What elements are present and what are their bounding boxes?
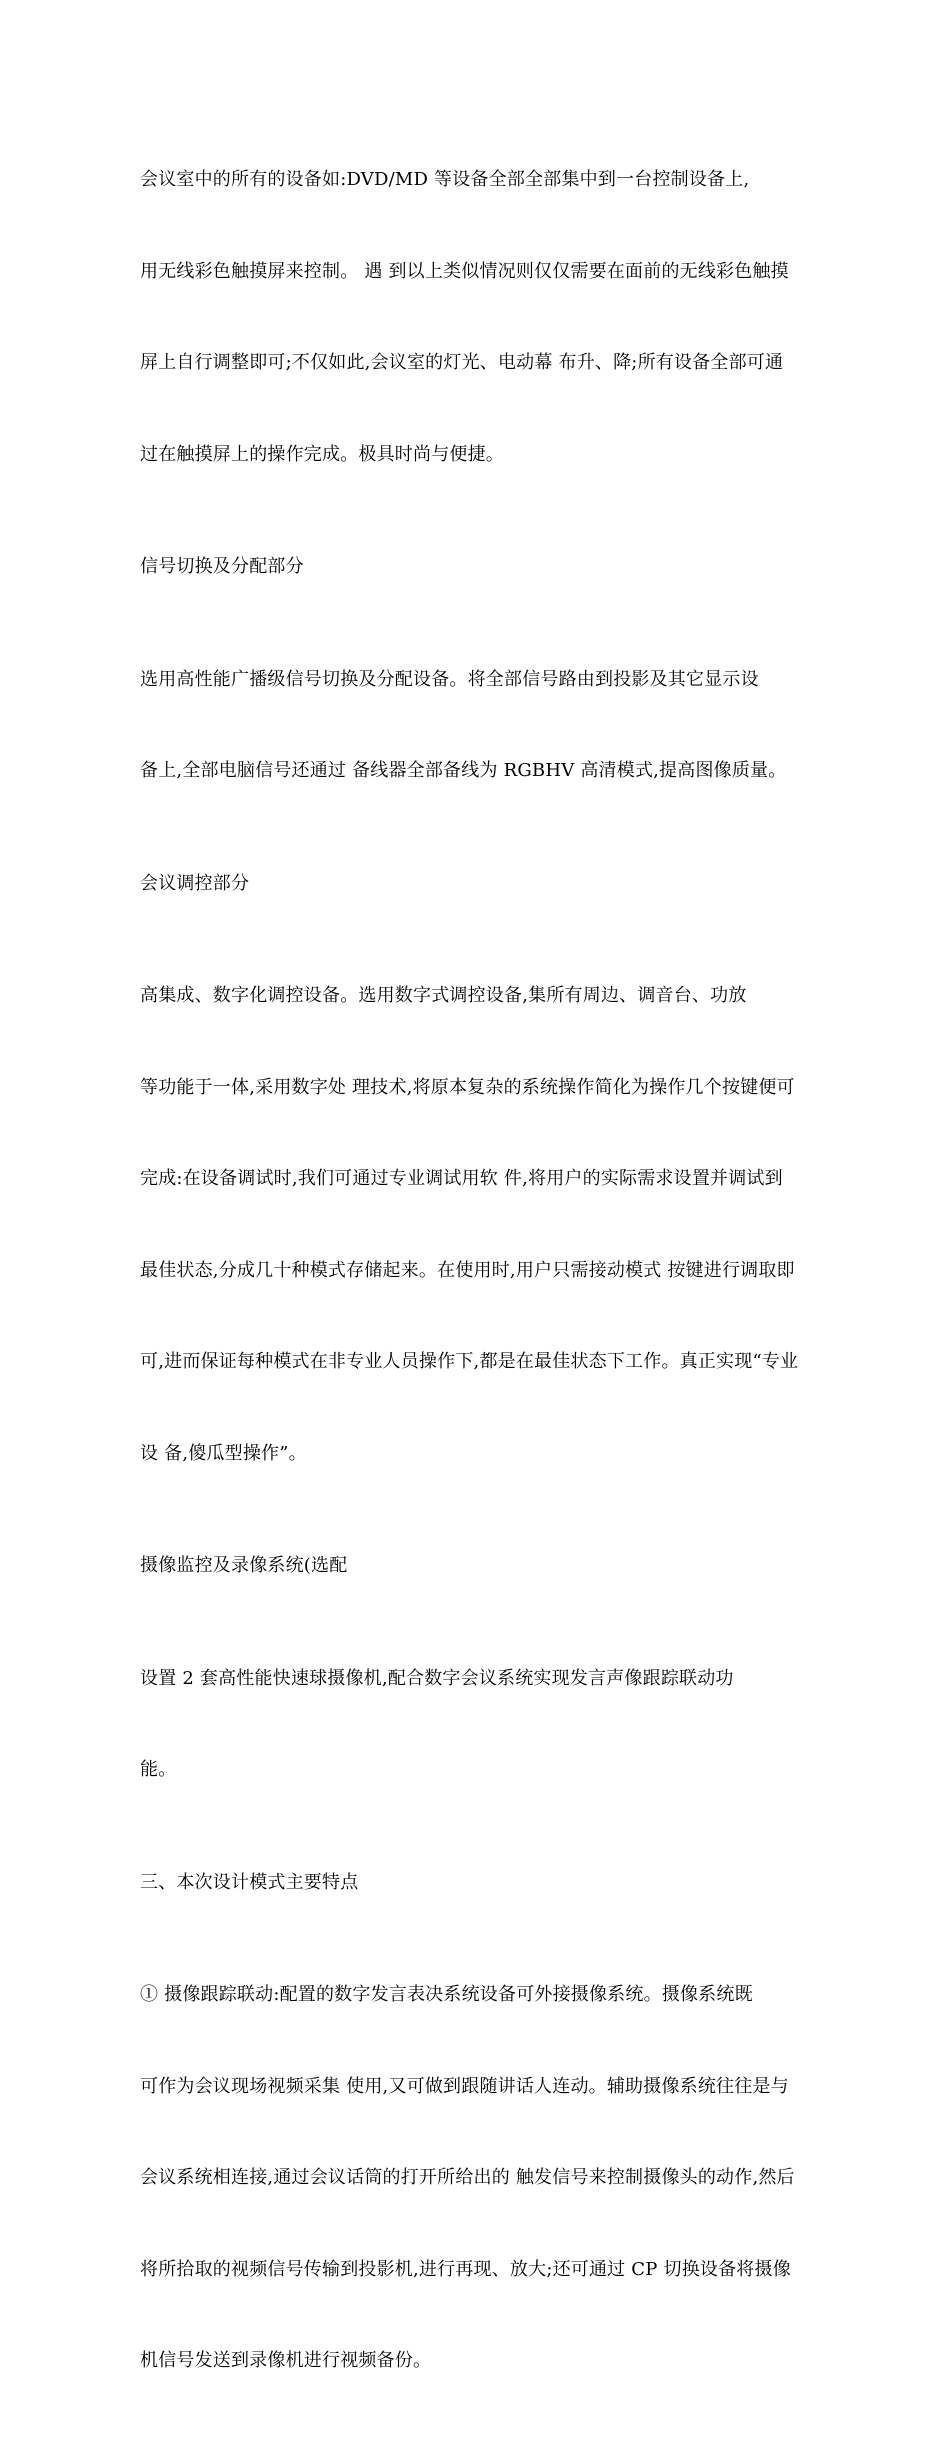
text-line: 等功能于一体,采用数字处 理技术,将原本复杂的系统操作简化为操作几个按键便可 <box>140 1076 795 1098</box>
text-line: 能。 <box>140 1759 177 1780</box>
text-line: 完成:在设备调试时,我们可通过专业调试用软 件,将用户的实际需求设置并调试到 <box>140 1168 783 1189</box>
paragraph-control-intro <box>140 104 812 531</box>
text-line: 设 备,傻瓜型操作”。 <box>140 1442 307 1464</box>
text-line: ① 摄像跟踪联动:配置的数字发言表决系统设备可外接摄像系统。摄像系统既 <box>140 1984 753 2005</box>
text-line: 选用高性能广播级信号切换及分配设备。将全部信号路由到投影及其它显示设 <box>140 668 759 690</box>
heading-text: 信号切换及分配部分 <box>140 556 304 577</box>
paragraph-camera-monitoring <box>140 1603 812 1847</box>
text-line: 屏上自行调整即可;不仅如此,会议室的灯光、电动幕 布升、降;所有设备全部可通 <box>140 352 784 373</box>
section-heading-signal-switching <box>140 552 812 583</box>
text-line: 会议系统相连接,通过会议话筒的打开所给出的 触发信号来控制摄像头的动作,然后 <box>140 2167 795 2188</box>
text-line: 可作为会议现场视频采集 使用,又可做到跟随讲话人连动。辅助摄像系统往往是与 <box>140 2075 789 2097</box>
text-line: 备上,全部电脑信号还通过 备线器全部备线为 RGBHV 高清模式,提高图像质量。 <box>140 760 787 781</box>
text-line: 设置 2 套高性能快速球摄像机,配合数字会议系统实现发言声像跟踪联动功 <box>140 1667 734 1689</box>
text-line: 用无线彩色触摸屏来控制。 遇 到以上类似情况则仅仅需要在面前的无线彩色触摸 <box>140 260 789 282</box>
document-page <box>140 104 812 2459</box>
section-heading-conference-control <box>140 869 812 900</box>
section-heading-camera-monitoring <box>140 1551 812 1582</box>
paragraph-camera-tracking <box>140 1919 812 2438</box>
heading-text: 会议调控部分 <box>140 872 250 894</box>
text-line: 可,进而保证每种模式在非专业人员操作下,都是在最佳状态下工作。真正实现“专业 <box>140 1351 799 1372</box>
text-line: 最佳状态,分成几十种模式存储起来。在使用时,用户只需接动模式 按键进行调取即 <box>140 1259 795 1281</box>
heading-text: 三、本次设计模式主要特点 <box>140 1871 359 1893</box>
text-line: 机信号发送到录像机进行视频备份。 <box>140 2350 432 2371</box>
text-line: 会议室中的所有的设备如:DVD/MD 等设备全部全部集中到一台控制设备上, <box>140 169 750 190</box>
heading-text: 摄像监控及录像系统(选配 <box>140 1555 348 1576</box>
paragraph-signal-switching <box>140 604 812 848</box>
section-heading-design-features <box>140 1868 812 1899</box>
text-line: 过在触摸屏上的操作完成。极具时尚与便捷。 <box>140 443 504 465</box>
text-line: 高集成、数字化调控设备。选用数字式调控设备,集所有周边、调音台、功放 <box>140 985 747 1006</box>
paragraph-conference-control <box>140 920 812 1530</box>
text-line: 将所拾取的视频信号传输到投影机,进行再现、放大;还可通过 CP 切换设备将摄像 <box>140 2258 791 2280</box>
